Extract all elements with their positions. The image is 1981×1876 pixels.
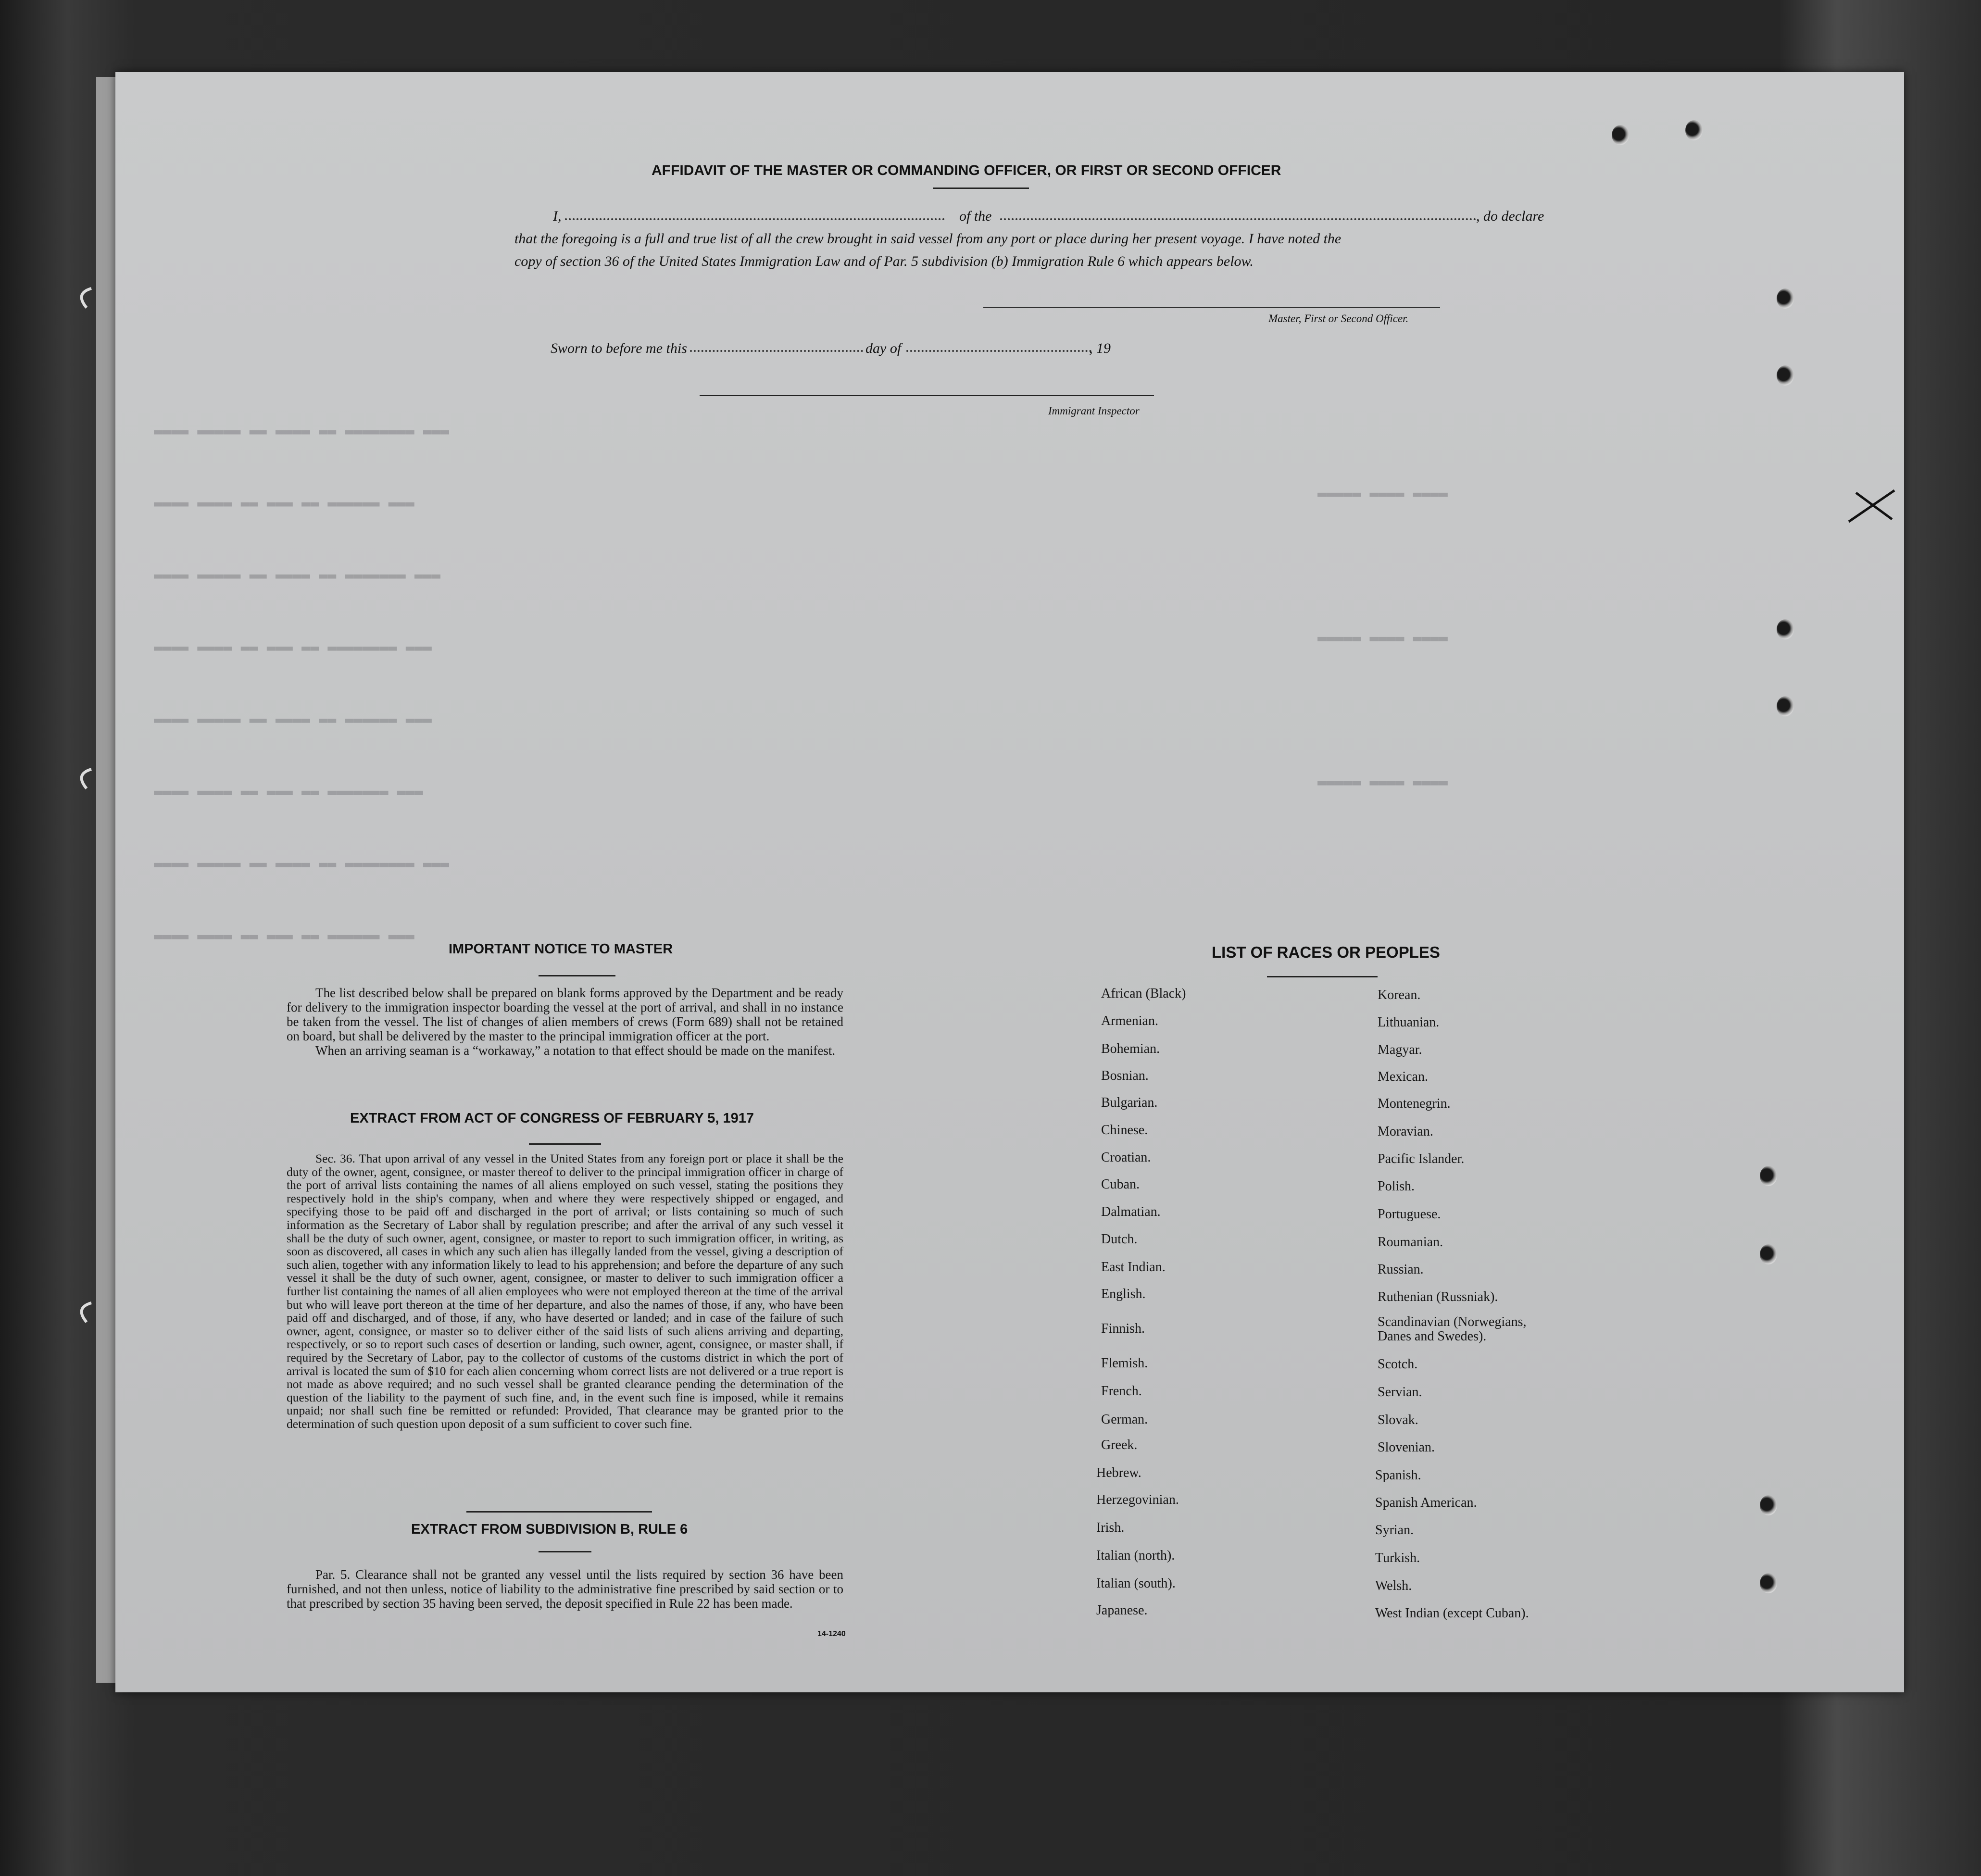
punch-hole [1777,288,1794,309]
par-5-text: Par. 5. Clearance shall not be granted any vessel until the lists required by section 36 have been furnished, and not then unless, notice of liability to the administrative fine prescribed by said section or to that prescribed by section 35 having been served, the deposit specified in Rule 22 has been made. [287,1567,843,1611]
extract-rule-text [287,1567,843,1611]
section-36-text: Sec. 36. That upon arrival of any vessel in the United States from any foreign port or place it shall be the duty of the owner, agent, consignee, or master thereof to deliver to the principal immigration officer in charge of the port of arrival lists containing the names of all aliens employed on such vessel, stating the positions they respectively hold in the ship's company, when and where they were respectively shipped or engaged, and specifying those to be paid off and discharged in the port of arrival; or lists containing so much of such information as the Secretary of Labor shall by regulation prescribe; and after the arrival of any such vessel it shall be the duty of such owner, agent, consignee, or master to report to such immigration officer, in writing, as soon as discovered, all cases in which any such alien has illegally landed from the vessel, giving a description of such alien, together with any information likely to lead to his apprehension; and before the departure of any such vessel it shall be the duty of such owner, agent, consignee, or master to deliver to such immigration officer a further list containing the names of all alien employees who were not employed thereon at the time of the arrival but who will leave port thereon at the time of her departure, and also the names of those, if any, who have been paid off and discharged, and of those, if any, who have deserted or landed; and in case of the failure of such owner, agent, consignee, or master so to deliver either of the said lists of such aliens arriving and departing, respectively, or so to report such cases of desertion or landing, such owner, agent, consignee, or master shall, if required by the Secretary of Labor, pay to the collector of customs of the customs district in which the port of arrival is located the sum of $10 for each alien concerning whom correct lists are not delivered or a true report is not made as above required; and no such vessel shall be granted clearance pending the determination of the question of the liability to the payment of such fine, and, in the event such fine is imposed, while it remains unpaid; nor shall such fine be remitted or refunded: Provided, That clearance may be granted prior to the determination of such question upon deposit of a sum sufficient to cover such fine. [287,1151,843,1431]
race-right-19: Spanish American. [1375,1495,1477,1510]
race-left-19: Herzegovinian. [1096,1492,1179,1507]
race-right-12: Ruthenian (Russniak). [1378,1289,1498,1304]
punch-hole [1760,1166,1777,1186]
affidavit-i-label: I, [553,208,562,224]
race-right-17: Slovenian. [1378,1440,1435,1455]
punch-hole [1777,619,1794,639]
race-left-07: Croatian. [1101,1150,1151,1165]
punch-hole [1760,1495,1777,1515]
race-right-02: Lithuanian. [1378,1015,1440,1030]
race-left-01: African (Black) [1101,986,1186,1001]
vessel-field[interactable] [1000,218,1476,220]
race-left-20: Irish. [1096,1520,1125,1535]
race-left-15: French. [1101,1384,1142,1399]
extract-act-title: EXTRACT FROM ACT OF CONGRESS OF FEBRUARY 5, 1917 [350,1111,754,1126]
race-left-17: Greek. [1101,1438,1138,1452]
affidavit-title-rule [933,188,1029,189]
race-left-04: Bosnian. [1101,1068,1149,1083]
race-right-05: Montenegrin. [1378,1096,1451,1111]
punch-hole [1777,696,1794,716]
notice-paragraph-1: The list described below shall be prepared on blank forms approved by the Department and be ready for delivery to the immigration inspector boarding the vessel at the port of arrival, and shall in no instance be taken from the vessel. The list of changes of alien members of crews (Form 689) shall not be retained on board, but shall be delivered by the master to the principal immigration officer at the port. [287,986,843,1043]
race-left-22: Italian (south). [1096,1576,1176,1591]
form-number: 14-1240 [817,1630,846,1638]
race-left-16: German. [1101,1412,1148,1427]
race-left-12: English. [1101,1287,1146,1301]
race-right-04: Mexican. [1378,1069,1428,1084]
race-right-07: Pacific Islander. [1378,1151,1465,1166]
race-right-14: Scotch. [1378,1357,1418,1372]
year-label: , 19 [1089,340,1111,356]
notice-title: IMPORTANT NOTICE TO MASTER [449,941,673,957]
extract-rule-rule [539,1551,591,1552]
punch-hole [1612,125,1629,145]
race-right-21: Turkish. [1375,1551,1420,1565]
master-signature-line[interactable] [983,307,1440,308]
affidavit-title: AFFIDAVIT OF THE MASTER OR COMMANDING OFFICER, OR FIRST OR SECOND OFFICER [652,163,1281,178]
notice-title-rule [539,975,615,976]
race-left-18: Hebrew. [1096,1465,1141,1480]
races-title-rule [1267,976,1378,977]
notice-text [287,986,843,1058]
race-right-20: Syrian. [1375,1523,1414,1538]
inspector-signature-line[interactable] [700,395,1154,396]
punch-hole [1685,120,1703,140]
race-left-08: Cuban. [1101,1177,1140,1192]
race-left-02: Armenian. [1101,1013,1158,1028]
extract-act-rule [529,1143,601,1145]
extract-act-text [287,1152,843,1430]
race-left-05: Bulgarian. [1101,1095,1158,1110]
race-left-06: Chinese. [1101,1123,1148,1138]
manifest-back-page: ▬▬▬▬ ▬▬▬▬▬ ▬▬ ▬▬▬▬ ▬▬ ▬▬▬▬▬▬▬▬ ▬▬▬ ▬▬▬▬ ▬▬▬▬ ▬▬ ▬▬▬ ▬▬ ▬▬▬▬▬▬ ▬▬▬ ▬▬▬▬ ▬▬▬▬▬ ▬▬ ▬▬▬▬ ▬▬ ▬▬▬▬▬▬▬ ▬▬▬ ▬▬▬▬ ▬▬▬▬ ▬▬ ▬▬▬ ▬▬ ▬▬▬▬▬▬▬▬ ▬▬▬ ▬▬▬▬ ▬▬▬▬▬ ▬▬ ▬▬▬▬ ▬▬ ▬▬▬▬▬▬ ▬▬▬ ▬▬▬▬ ▬▬▬▬ ▬▬ ▬▬▬ ▬▬ ▬▬▬▬▬▬▬ ▬▬▬ ▬▬▬▬ ▬▬▬▬▬ ▬▬ ▬▬▬▬ ▬▬ ▬▬▬▬▬▬▬▬ ▬▬▬ ▬▬▬▬ ▬▬▬▬ ▬▬ ▬▬▬ ▬▬ ▬▬▬▬▬▬ ▬▬▬ ▬▬▬▬▬ ▬▬▬▬ ▬▬▬▬ ▬▬▬▬▬ ▬▬▬▬ ▬▬▬▬ ▬▬▬▬▬ ▬▬▬▬ ▬▬▬▬ AFFIDAVIT OF THE MASTER OR COMMANDING OFFICER, OR FIRST OR SECOND OFFICER I, of the , do declare that the foregoing is a full and true list of all the crew brought in said vessel from any port or place during her present voyage. I have noted the copy of section 36 of the United States Immigration Law and of Par. 5 subdivision (b) Immigration Rule 6 which appears below. Master, First or Second Officer. Sworn to before me this day of , 19 Immigrant Inspector IMPORTANT NOTICE TO MASTER The list described below shall be prepared on blank forms approved by the Department and be ready for delivery to the immigration inspector boarding the vessel at the port of arrival, and shall in no instance be taken from the vessel. The list of changes of alien members of crews (Form 689) shall not be retained on board, but shall be delivered by the master to the principal immigration officer at the port. When an arriving seaman is a “workaway,” a notation to that effect should be made on the manifest. EXTRACT FROM ACT OF CONGRESS OF FEBRUARY 5, 1917 Sec. 36. That upon arrival of any vessel in the United States from any foreign port or place it shall be the duty of the owner, agent, consignee, or master thereof to deliver to the principal immigration officer in charge of the port of arrival lists containing the names of all aliens employed on such vessel, stating the positions they respectively hold in the ship's company, when and where they were respectively shipped or engaged, and specifying those to be paid off and discharged in the port of arrival; or lists containing so much of such information as the Secretary of Labor shall by regulation prescribe; and after the arrival of any such vessel it shall be the duty of such owner, agent, consignee, or master to report to such immigration officer, in writing, as soon as discovered, all cases in which any such alien has illegally landed from the vessel, giving a description of such alien, together with any information likely to lead to his apprehension; and before the departure of any such vessel it shall be the duty of such owner, agent, consignee, or master to deliver to such immigration officer a further list containing the names of all alien employees who were not employed thereon at the time of the arrival but who will leave port thereon at the time of her departure, and also the names of those, if any, who have been paid off and discharged, and of those, if any, who have deserted or landed; and in case of the failure of such owner, agent, consignee, or master so to deliver either of the said lists of such aliens arriving and departing, respectively, or so to report such cases of desertion or landing, such owner, agent, consignee, or master shall, if required by the Secretary of Labor, pay to the collector of customs of the customs district in which the port of arrival is located the sum of $10 for each alien concerning whom correct lists are not delivered or a true report is not made as above required; and no such vessel shall be granted clearance pending the determination of the question of the liability to the payment of such fine, and, in the event such fine is imposed, while it remains unpaid; nor shall such fine be remitted or refunded: Provided, That clearance may be granted prior to the determination of such question upon deposit of a sum sufficient to cover such fine. EXTRACT FROM SUBDIVISION B, RULE 6 Par. 5. Clearance shall not be granted any vessel until the lists required by section 36 have been furnished, and not then unless, notice of liability to the administrative fine prescribed by said section or to that prescribed by section 35 having been served, the deposit specified in Rule 22 has been made. 14-1240 LIST OF RACES OR PEOPLES African (Black) Armenian. Bohemian. Bosnian. Bulgarian. Chinese. Croatian. Cuban. Dalmatian. Dutch. East Indian. English. Finnish. Flemish. French. German. Greek. Hebrew. Herzegovinian. Irish. Italian (north). Italian (south). Japanese. Korean. Lithuanian. Magyar. Mexican. Montenegrin. Moravian. Pacific Islander. Polish. Portuguese. Roumanian. Russian. Ruthenian (Russniak). Scandinavian (Norwegians, Danes and Swedes). Scotch. Servian. Slovak. Slovenian. Spanish. Spanish American. Syrian. Turkish. Welsh. West Indian (except Cuban). [115,72,1904,1692]
extract-rule-top-rule [466,1511,652,1513]
race-right-23: West Indian (except Cuban). [1375,1606,1529,1621]
race-right-01: Korean. [1378,988,1421,1002]
affidavit-do-declare: , do declare [1476,208,1544,224]
race-left-10: Dutch. [1101,1232,1138,1247]
master-caption: Master, First or Second Officer. [1268,313,1409,325]
race-left-21: Italian (north). [1096,1548,1175,1563]
affidavit-of-the-label: of the [959,208,992,224]
race-right-03: Magyar. [1378,1042,1422,1057]
race-right-18: Spanish. [1375,1468,1421,1483]
race-right-16: Slovak. [1378,1413,1418,1427]
day-of-label: day of [865,340,902,356]
race-right-08: Polish. [1378,1179,1415,1194]
punch-hole [1760,1573,1777,1593]
affidavit-line-3: copy of section 36 of the United States Immigration Law and of Par. 5 subdivision (b) Immigration Rule 6 which appears below. [514,253,1254,269]
inspector-caption: Immigrant Inspector [1048,405,1140,417]
handwritten-x-mark [1846,486,1899,524]
race-right-10: Roumanian. [1378,1235,1443,1250]
binder-clips [72,269,101,1615]
sworn-day-field[interactable] [690,350,863,352]
race-right-06: Moravian. [1378,1124,1433,1139]
race-left-13: Finnish. [1101,1321,1145,1336]
race-left-11: East Indian. [1101,1260,1166,1275]
races-title: LIST OF RACES OR PEOPLES [1212,943,1440,961]
punch-hole [1777,365,1794,386]
notice-paragraph-2: When an arriving seaman is a “workaway,” a notation to that effect should be made on the manifest. [315,1043,836,1058]
name-field[interactable] [565,218,945,220]
race-left-14: Flemish. [1101,1356,1148,1371]
affidavit-line-2: that the foregoing is a full and true list of all the crew brought in said vessel from any port or place during her present voyage. I have noted the [514,231,1342,247]
race-left-09: Dalmatian. [1101,1204,1161,1219]
race-right-11: Russian. [1378,1262,1424,1277]
race-right-15: Servian. [1378,1385,1422,1400]
extract-rule-title: EXTRACT FROM SUBDIVISION B, RULE 6 [411,1522,688,1537]
race-right-13: Scandinavian (Norwegians, Danes and Swedes). [1378,1314,1527,1344]
race-right-09: Portuguese. [1378,1207,1441,1222]
race-left-23: Japanese. [1096,1603,1148,1618]
punch-hole [1760,1244,1777,1264]
race-right-22: Welsh. [1375,1578,1412,1593]
race-left-03: Bohemian. [1101,1041,1160,1056]
sworn-month-field[interactable] [906,350,1091,352]
sworn-label: Sworn to before me this [551,340,687,356]
